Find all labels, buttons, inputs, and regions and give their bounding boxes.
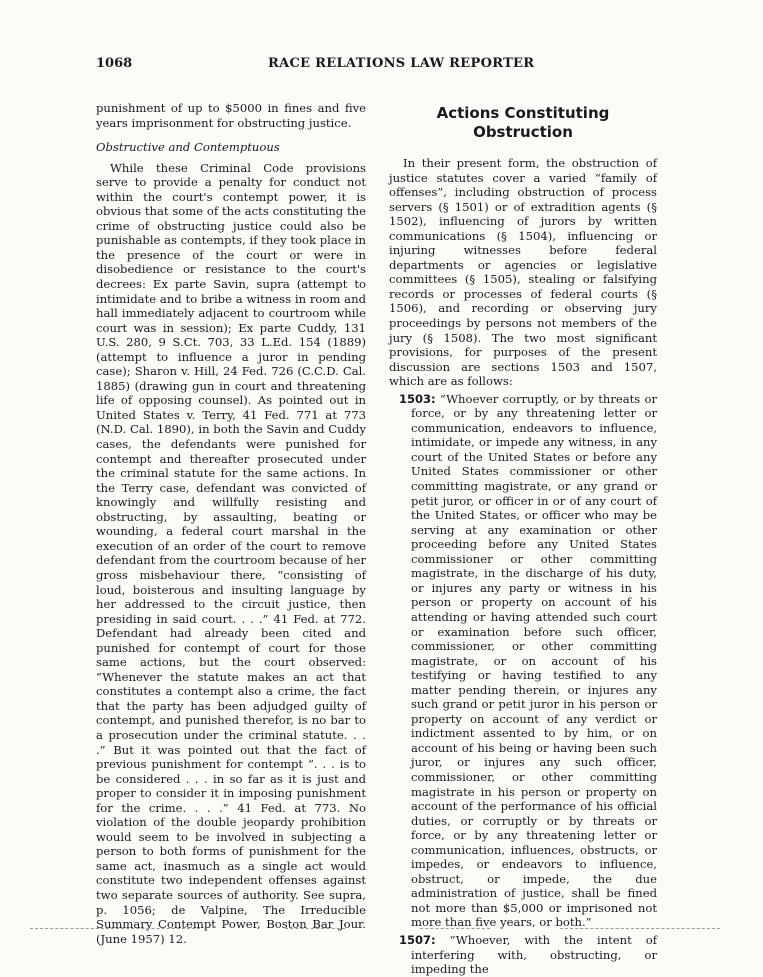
running-title: RACE RELATIONS LAW REPORTER bbox=[268, 56, 535, 71]
statute-number: 1503: bbox=[399, 391, 436, 406]
subheading: Obstructive and Contemptuous bbox=[96, 140, 280, 155]
statute-text: “Whoever, with the intent of interfering with, obstructing, or impeding the bbox=[411, 932, 658, 977]
footer-rule bbox=[560, 928, 720, 929]
footer-rule bbox=[30, 928, 200, 929]
paragraph-continuation: punishment of up to $5000 in fines and five years imprisonment for obstructing justice. bbox=[96, 101, 366, 130]
page-number: 1068 bbox=[96, 56, 133, 71]
paragraph-body: While these Criminal Code provisions serve to provide a penalty for conduct not within the court's contempt power, it is obvious that some of the acts constituting the crime of obstructing justice could also be punishable as contempts, if they took place in the presence of the court or were in disobedience or resistance to the court's decrees: Ex parte Savin, supra (attempt to intimidate and to bribe a witness in room and hall immediately adjacent to courtroom while court was in session); Ex parte Cuddy, 131 U.S. 280, 9 S.Ct. 703, 33 L.Ed. 154 (1889) (attempt to influence a juror in pending case); Sharon v. Hill, 24 Fed. 726 (C.C.D. Cal. 1885) (drawing gun in court and threatening life of opposing counsel). As pointed out in United States v. Terry, 41 Fed. 771 at 773 (N.D. Cal. 1890), in both the Savin and Cuddy cases, the defendants were punished for contempt and thereafter prosecuted under the criminal statute for the same actions. In the Terry case, defendant was convicted of knowingly and willfully resisting and obstructing, by assaulting, beating or wounding, a federal court marshal in the execution of an order of the court to remove defendant from the courtroom because of her gross misbehaviour there, “consisting of loud, boisterous and insulting language by her addressed to the circuit justice, then presiding in said court. . . .” 41 Fed. at 772. Defendant had already been cited and punished for contempt of court for those same actions, but the court observed: “Whenever the statute makes an act that constitutes a contempt also a crime, the fact that the party has been adjudged guilty of contempt, and punished therefor, is no bar to a prosecution under the criminal statute. . . .” But it was pointed out that the fact of previous punishment for contempt “. . . is to be considered . . . in so far as it is just and proper to consider it in imposing punishment for the crime. . . .” 41 Fed. at 773. No violation of the double jeopardy prohibition would seem to be involved in subjecting a person to both forms of punishment for the same act, inasmuch as a single act would constitute two independent offenses against two separate sources of authority. See supra, p. 1056; de Valpine, The Irreducible Summary Contempt Power, Boston Bar Jour. (June 1957) 12. bbox=[96, 160, 366, 946]
footer-rule bbox=[420, 928, 490, 929]
section-title: Actions Constituting Obstruction bbox=[436, 104, 610, 141]
right-column bbox=[389, 104, 657, 977]
footer-rule bbox=[285, 928, 345, 929]
statute-1503 bbox=[389, 392, 657, 930]
running-header bbox=[0, 56, 763, 76]
statute-number: 1507: bbox=[399, 932, 436, 947]
statute-text: “Whoever corruptly, or by threats or force, or by any threatening letter or communication, endeavors to influence, intimidate, or impede any witness, in any court of the United States or before any United States commissioner or other committing magistrate, or any grand or petit juror, or officer in or of any court of the United States, or officer who may be serving at any examination or other proceeding before any United States commissioner or other committing magistrate, in the discharge of his duty, or injures any party or witness in his person or property on account of his attending or having attended such court or examination before such officer, commissioner, or other committing magistrate, or on account of his testifying or having testified to any matter pending therein, or injures any such grand or petit juror in his person or property on account of any verdict or indictment assented to by him, or on account of his being or having been such juror, or injures any such officer, commissioner, or other committing magistrate in his person or property on account of the performance of his official duties, or corruptly or by threats or force, or by any threatening letter or communication, influences, obstructs, or impedes, or endeavors to influence, obstruct, or impede, the due administration of justice, shall be fined not more than $5,000 or imprisoned not more than five years, or both.” bbox=[411, 391, 657, 930]
left-column bbox=[96, 101, 366, 946]
paragraph-body: In their present form, the obstruction of justice statutes cover a varied “family of offenses”, including obstruction of process servers (§ 1501) or of extradition agents (§ 1502), influencing of jurors by written communications (§ 1504), influencing or injuring witnesses before federal departments or agencies or legislative committees (§ 1505), stealing or falsifying records or processes of federal courts (§ 1506), and recording or observing jury proceedings by persons not members of the jury (§ 1508). The two most significant provisions, for purposes of the present discussion are sections 1503 and 1507, which are as follows: bbox=[389, 156, 657, 389]
